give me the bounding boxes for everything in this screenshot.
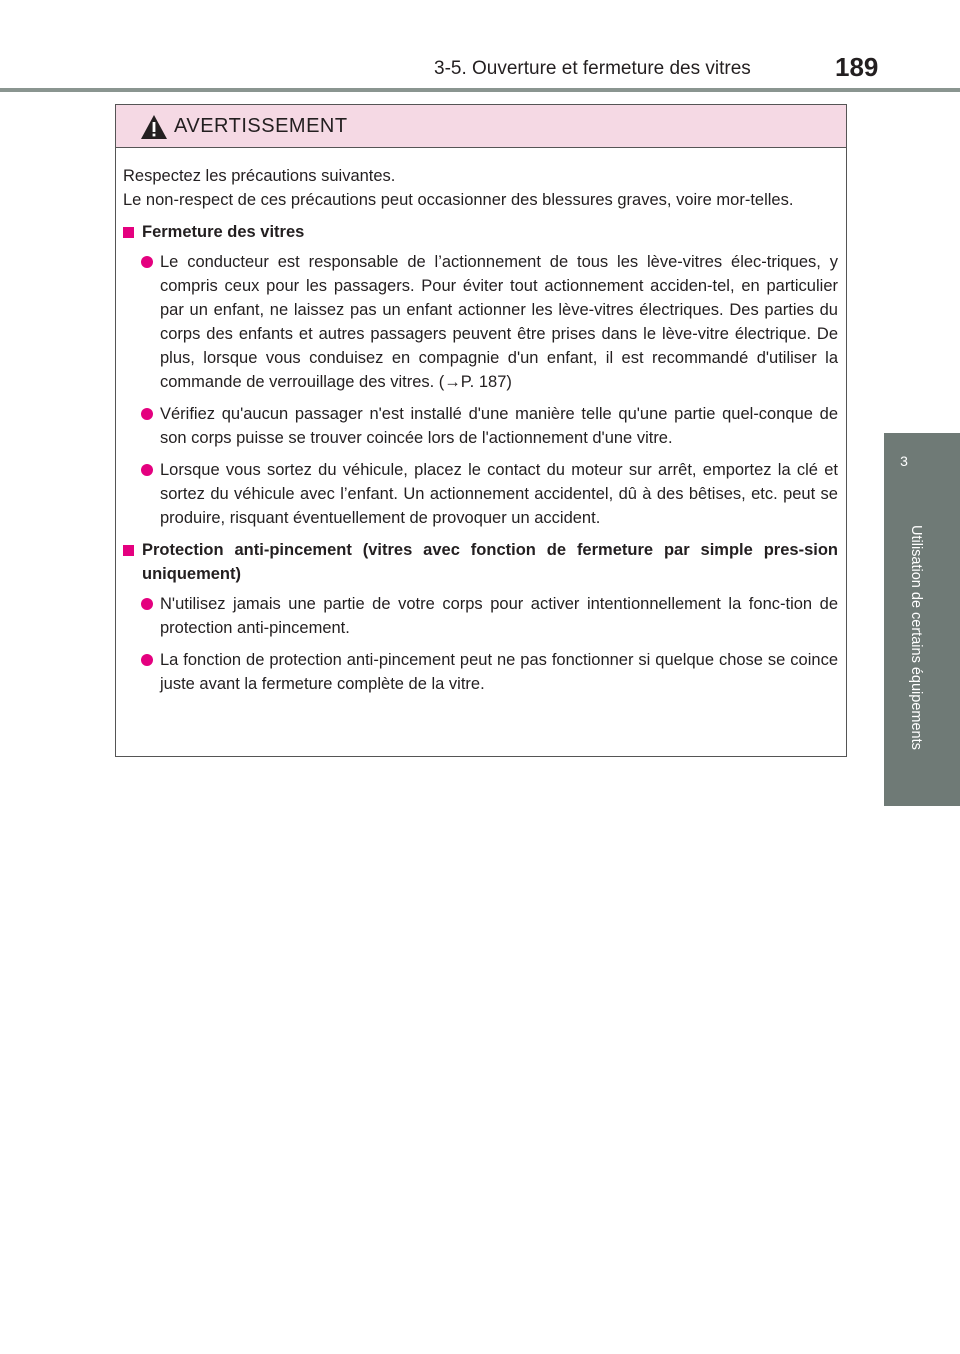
warning-title: AVERTISSEMENT	[174, 115, 348, 137]
list-item-text: N'utilisez jamais une partie de votre corps pour activer intentionnellement la fonc-tion de protection anti-pincement.	[160, 595, 838, 637]
section-heading	[123, 538, 838, 586]
warning-triangle-icon	[140, 114, 168, 140]
dot-bullet-icon	[141, 464, 153, 476]
warning-intro	[123, 164, 838, 212]
warning-header	[116, 105, 846, 148]
list-item	[123, 592, 838, 640]
warning-body	[116, 148, 846, 696]
list-item-text: Le conducteur est responsable de l’actionnement de tous les lève-vitres élec-triques, y compris ceux pour les passagers. Pour éviter tout actionnement acciden-tel, en particulier par un enfant, ne laissez pas un enfant actionner les lève-vitres électriques. Des parties du corps des enfants et autres passagers peuvent être prises dans le lève-vitre électrique. De plus, lorsque vous conduisez en compagnie d'un enfant, il est recommandé d'utiliser la commande de verrouillage des vitres. (→P. 187)	[160, 253, 838, 391]
intro-line: Respectez les précautions suivantes.	[123, 167, 396, 185]
section-window-closing	[123, 220, 838, 530]
intro-line: Le non-respect de ces précautions peut occasionner des blessures graves, voire mor-telles.	[123, 191, 794, 209]
dot-bullet-icon	[141, 654, 153, 666]
list-item-text: Vérifiez qu'aucun passager n'est installé d'une manière telle qu'une partie quel-conque de son corps puisse se trouver coincée lors de l'actionnement d'une vitre.	[160, 405, 838, 447]
section-anti-pinch	[123, 538, 838, 696]
section-heading-text: Fermeture des vitres	[142, 223, 305, 241]
list-item	[123, 402, 838, 450]
list-item	[123, 250, 838, 394]
list-item	[123, 648, 838, 696]
chapter-label: Utilisation de certains équipements	[908, 525, 924, 750]
section-heading	[123, 220, 838, 244]
dot-bullet-icon	[141, 256, 153, 268]
list-item-text: Lorsque vous sortez du véhicule, placez le contact du moteur sur arrêt, emportez la clé et sortez du véhicule avec l’enfant. Un actionnement accidentel, dû à des bêtises, etc. peut se produire, risquant éventuellement de provoquer un accident.	[160, 461, 838, 527]
warning-box	[115, 104, 847, 757]
dot-bullet-icon	[141, 408, 153, 420]
chapter-number: 3	[900, 453, 908, 469]
square-bullet-icon	[123, 227, 134, 238]
chapter-side-tab	[884, 433, 960, 806]
list-item	[123, 458, 838, 530]
section-title: 3-5. Ouverture et fermeture des vitres	[434, 58, 751, 79]
dot-bullet-icon	[141, 598, 153, 610]
square-bullet-icon	[123, 545, 134, 556]
section-heading-text: Protection anti-pincement (vitres avec fonction de fermeture par simple pres-sion uniquement)	[142, 541, 838, 583]
header-rule	[0, 88, 960, 92]
list-item-text: La fonction de protection anti-pincement peut ne pas fonctionner si quelque chose se coince juste avant la fermeture complète de la vitre.	[160, 651, 838, 693]
page-number: 189	[835, 52, 879, 82]
